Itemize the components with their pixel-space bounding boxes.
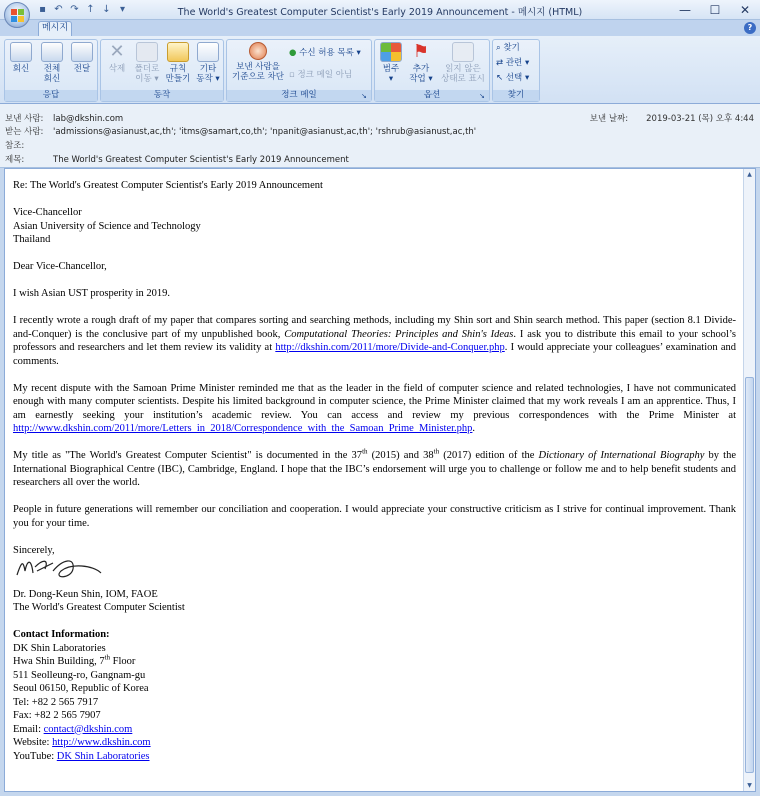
contact-website-row	[13, 736, 736, 750]
youtube-link[interactable]: DK Shin Laboratories	[56, 750, 150, 762]
p2-text-b: .	[472, 423, 476, 434]
related-icon: ⇄	[496, 58, 504, 68]
delete-label: 삭제	[108, 64, 126, 74]
p3-sup-2: th	[433, 447, 440, 456]
message-body-area	[0, 168, 760, 796]
close-button[interactable]: ✕	[739, 3, 751, 17]
junk-dialog-launcher-icon[interactable]: ↘	[361, 92, 367, 100]
group-label-junk: 정크 메일	[227, 90, 371, 101]
related-label: 관련 ▾	[505, 58, 530, 68]
mark-unread-icon	[452, 42, 474, 62]
window-title: The World's Greatest Computer Scientist's Early 2019 Announcement - 메시지 (HTML)	[177, 7, 583, 18]
mark-unread-label-1: 읽지 않은	[445, 64, 481, 74]
to-row	[5, 125, 476, 137]
undo-icon[interactable]: ↶	[54, 4, 63, 15]
reply-all-button[interactable]	[37, 42, 67, 84]
contact-heading	[13, 628, 736, 642]
title-bar	[0, 0, 760, 20]
website-label: Website:	[13, 737, 53, 748]
flag-icon: ⚑	[412, 41, 430, 62]
select-label: 선택 ▾	[505, 73, 530, 83]
reply-button[interactable]	[7, 42, 35, 74]
select-button[interactable]	[496, 73, 529, 84]
scroll-up-icon[interactable]: ▲	[747, 171, 752, 178]
paragraph-3	[13, 449, 736, 490]
mark-unread-button[interactable]	[437, 42, 489, 84]
paragraph-4: People in future generations will remember our conciliation and cooperation. I would appreciate your constructive criticism as I strive for continual improvement. Thank you for your time.	[13, 504, 736, 529]
not-junk-label: 정크 메일 아님	[297, 70, 353, 80]
reply-all-label-1: 전체	[43, 64, 61, 74]
message-content	[13, 179, 736, 763]
book-title: Computational Theories: Principles and Shin's Ideas	[284, 328, 514, 340]
greeting: Dear Vice-Chancellor,	[13, 261, 107, 272]
safe-list-icon: ●	[289, 48, 297, 58]
forward-label: 전달	[73, 64, 91, 74]
reply-all-label-2: 회신	[43, 74, 61, 84]
message-header	[0, 104, 760, 168]
contact-city: Seoul 06150, Republic of Korea	[13, 683, 149, 694]
email-link[interactable]: contact@dkshin.com	[43, 723, 133, 735]
block-sender-button[interactable]	[229, 42, 287, 82]
scroll-thumb[interactable]	[745, 377, 754, 773]
signature-title: The World's Greatest Computer Scientist	[13, 602, 185, 613]
from-label: 보낸 사람:	[5, 114, 44, 124]
recipient-line: Thailand	[13, 234, 51, 245]
safe-list-button[interactable]	[289, 48, 361, 59]
group-respond	[4, 39, 98, 102]
move-to-folder-button[interactable]	[131, 42, 163, 84]
create-rule-button[interactable]	[163, 42, 193, 84]
recipient-line: Vice-Chancellor	[13, 207, 82, 218]
sent-value: 2019-03-21 (목) 오후 4:44	[646, 114, 754, 124]
group-actions	[100, 39, 224, 102]
recipient-block	[13, 206, 736, 247]
wish-line: I wish Asian UST prosperity in 2019.	[13, 288, 171, 299]
divide-conquer-link[interactable]: http://dkshin.com/2011/more/Divide-and-Conquer.php	[275, 342, 505, 353]
building-text-a: Hwa Shin Building, 7	[13, 656, 105, 667]
categorize-button[interactable]	[377, 42, 405, 84]
ribbon	[0, 36, 760, 104]
reply-icon	[10, 42, 32, 62]
up-arrow-icon[interactable]: ↑	[86, 4, 95, 15]
p3-text-b: (2015) and 38	[367, 450, 434, 461]
delete-icon: ✕	[109, 41, 125, 62]
contact-fax: Fax: +82 2 565 7907	[13, 710, 101, 721]
email-label: Email:	[13, 723, 44, 735]
group-label-respond: 응답	[5, 90, 97, 101]
move-label-1: 폴더로	[134, 64, 160, 74]
contact-youtube-row	[13, 750, 736, 764]
from-row	[5, 112, 123, 124]
subject-value: The World's Greatest Computer Scientist's Early 2019 Announcement	[53, 155, 349, 165]
p1-text-c: . I would appreciate your colleagues’ examination and comments.	[13, 342, 736, 367]
subject-label: 제목:	[5, 155, 25, 165]
from-value[interactable]: lab@dkshin.com	[53, 114, 124, 124]
categorize-label-2: ▾	[388, 74, 394, 84]
recipient-line: Asian University of Science and Technology	[13, 220, 201, 232]
delete-button[interactable]	[103, 42, 131, 74]
mark-unread-label-2: 상태로 표시	[441, 74, 485, 84]
to-label: 받는 사람:	[5, 127, 44, 137]
block-label-1: 보낸 사람을	[236, 62, 280, 72]
p3-text-d: by the International Biographical Centre (IBC), Cambridge, England. I hope that the IBC’s endorsement will urge you to challenge or follow me and to help benefit students and researchers all over the world.	[13, 450, 737, 488]
other-actions-button[interactable]	[193, 42, 223, 84]
window-controls	[670, 0, 760, 20]
p3-text-c: (2017) edition of the	[439, 450, 539, 461]
to-value[interactable]: 'admissions@asianust,ac,th'; 'itms@samart,co,th'; 'npanit@asianust,ac,th'; 'rshrub@asianust,ac,th'	[53, 127, 477, 137]
other-label-1: 기타	[199, 64, 217, 74]
follow-up-button[interactable]	[407, 42, 435, 84]
safe-list-label: 수신 허용 목록 ▾	[299, 48, 361, 58]
forward-button[interactable]	[68, 42, 96, 74]
contact-org: DK Shin Laboratories	[13, 642, 106, 654]
youtube-label: YouTube:	[13, 750, 57, 762]
subject-row	[5, 153, 349, 165]
qat-customize-icon[interactable]: ▾	[119, 4, 126, 15]
find-button[interactable]	[496, 43, 520, 54]
forward-icon	[71, 42, 93, 62]
p1-text-a: I recently wrote a rough draft of my paper that compares sorting and searching methods, including my Shin sort and Shin search method. This paper (section 8.1 Divide-and-Conquer) is the conclusive part of my unpublished book,	[13, 315, 736, 340]
contact-email-row	[13, 723, 736, 737]
tab-message[interactable]: 메시지	[38, 21, 72, 36]
options-dialog-launcher-icon[interactable]: ↘	[479, 92, 485, 100]
followup-label-2: 작업 ▾	[409, 74, 433, 84]
binoculars-icon: ⌕	[496, 43, 501, 53]
group-find	[492, 39, 540, 102]
redo-icon[interactable]: ↷	[70, 4, 79, 15]
dictionary-title: Dictionary of International Biography	[538, 450, 705, 461]
building-sup: th	[104, 653, 111, 662]
down-arrow-icon[interactable]: ↓	[102, 4, 111, 15]
correspondence-link[interactable]: http://www.dkshin.com/2011/more/Letters_in_2018/Correspondence_with_the_Samoan_Prime_Minister.php	[13, 423, 473, 434]
message-body-frame	[4, 168, 756, 792]
rule-icon	[167, 42, 189, 62]
contact-tel: Tel: +82 2 565 7917	[13, 696, 99, 708]
save-icon[interactable]: ▪	[39, 4, 46, 15]
closing: Sincerely,	[13, 544, 55, 556]
not-junk-button[interactable]	[289, 70, 352, 81]
related-button[interactable]	[496, 58, 529, 69]
group-label-actions: 동작	[101, 90, 223, 101]
group-options	[374, 39, 490, 102]
building-text-b: Floor	[110, 656, 136, 667]
group-label-options: 옵션	[375, 90, 489, 101]
block-sender-icon	[249, 42, 267, 60]
p1-text-b: . I ask you to distribute this email to your school’s professors and researchers and let them review its validity at	[13, 328, 736, 353]
cc-label: 참조:	[5, 141, 25, 151]
reply-label: 회신	[12, 64, 30, 74]
rules-label-1: 규칙	[169, 64, 187, 74]
move-label-2: 이동 ▾	[135, 74, 159, 84]
p3-sup-1: th	[362, 447, 368, 456]
select-cursor-icon: ↖	[496, 73, 504, 83]
maximize-button[interactable]: ☐	[709, 3, 721, 17]
help-icon[interactable]: ?	[744, 22, 756, 34]
handwritten-signature	[13, 553, 105, 583]
paragraph-1	[13, 314, 736, 368]
website-link[interactable]: http://www.dkshin.com	[52, 737, 151, 748]
contact-street: 511 Seolleung-ro, Gangnam-gu	[13, 669, 146, 681]
categorize-icon	[380, 42, 402, 62]
signature-name: Dr. Dong-Keun Shin, IOM, FAOE	[13, 588, 158, 600]
reply-all-icon	[41, 42, 63, 62]
group-label-find: 찾기	[493, 90, 539, 101]
scroll-down-icon[interactable]: ▼	[747, 782, 752, 789]
not-junk-icon: ▫	[289, 70, 295, 80]
office-logo-icon	[11, 9, 24, 22]
vertical-scrollbar[interactable]	[743, 169, 755, 791]
followup-label-1: 추가	[412, 64, 430, 74]
block-label-2: 기준으로 차단	[232, 72, 284, 82]
folder-move-icon	[136, 42, 158, 62]
rules-label-2: 만들기	[165, 74, 191, 84]
p2-text-a: My recent dispute with the Samoan Prime Minister reminded me that as the leader in the field of computer science and related technologies, I have not communicated enough with many computer scientists. Despite his limited background in computer science, the Prime Minister claimed that my work reveals I am an apprentice. Thus, I am earnestly seeking your institution’s academic review. You can access and review my previous correspondences with the Prime Minister at	[13, 382, 736, 421]
group-junk	[226, 39, 372, 102]
cc-row	[5, 139, 53, 151]
sent-label: 보낸 날짜:	[589, 114, 629, 124]
contact-building	[13, 655, 736, 669]
paragraph-2	[13, 382, 736, 436]
p3-text-a: My title as "The World's Greatest Computer Scientist" is documented in the 37	[13, 450, 363, 461]
office-button[interactable]	[4, 2, 30, 28]
other-label-2: 동작 ▾	[196, 74, 220, 84]
minimize-button[interactable]: —	[679, 3, 691, 17]
categorize-label-1: 범주	[382, 64, 400, 74]
contact-heading-text: Contact Information:	[13, 629, 110, 640]
other-actions-icon	[197, 42, 219, 62]
find-label: 찾기	[503, 43, 520, 53]
re-line: Re: The World's Greatest Computer Scientist's Early 2019 Announcement	[13, 180, 323, 191]
sent-date-row	[590, 112, 754, 124]
ribbon-tab-strip	[0, 20, 760, 36]
